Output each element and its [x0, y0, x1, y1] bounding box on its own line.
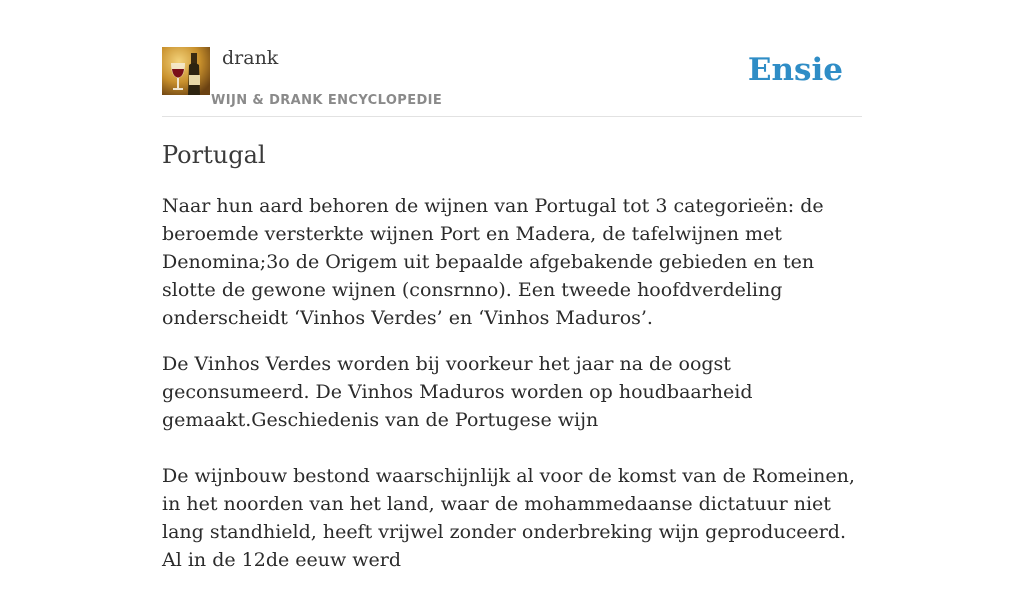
article-paragraph: De Vinhos Verdes worden bij voorkeur het jaar na de oogst geconsumeerd. De Vinhos Maduros worden op houdbaarheid gemaakt.Geschiedenis van de Portugese wijn	[162, 353, 753, 431]
page	[162, 0, 862, 571]
site-name[interactable]: drank	[222, 47, 279, 69]
article-paragraph: De wijnbouw bestond waarschijnlijk al voor de komst van de Romeinen, in het noorden van het land, waar de mohammedaanse dictatuur niet lang standhield, heeft vrijwel zonder onderbreking wijn geproduceerd. Al in de 12de eeuw werd	[162, 465, 855, 571]
wine-glass-bottle-icon[interactable]	[162, 47, 210, 95]
site-subtitle: WIJN & DRANK ENCYCLOPEDIE	[211, 93, 443, 108]
page-title: Portugal	[162, 141, 266, 169]
article-body	[162, 192, 862, 592]
article-paragraph: Naar hun aard behoren de wijnen van Portugal tot 3 categorieën: de beroemde versterkte wijnen Port en Madera, de tafelwijnen met Denomina;3o de Origem uit bepaalde afgebakende gebieden en ten slotte de gewone wijnen (consrnno). Een tweede hoofdverdeling onderscheidt ‘Vinhos Verdes’ en ‘Vinhos Maduros’.	[162, 195, 824, 329]
brand-logo[interactable]: Ensie	[747, 52, 843, 88]
site-header	[162, 0, 862, 117]
